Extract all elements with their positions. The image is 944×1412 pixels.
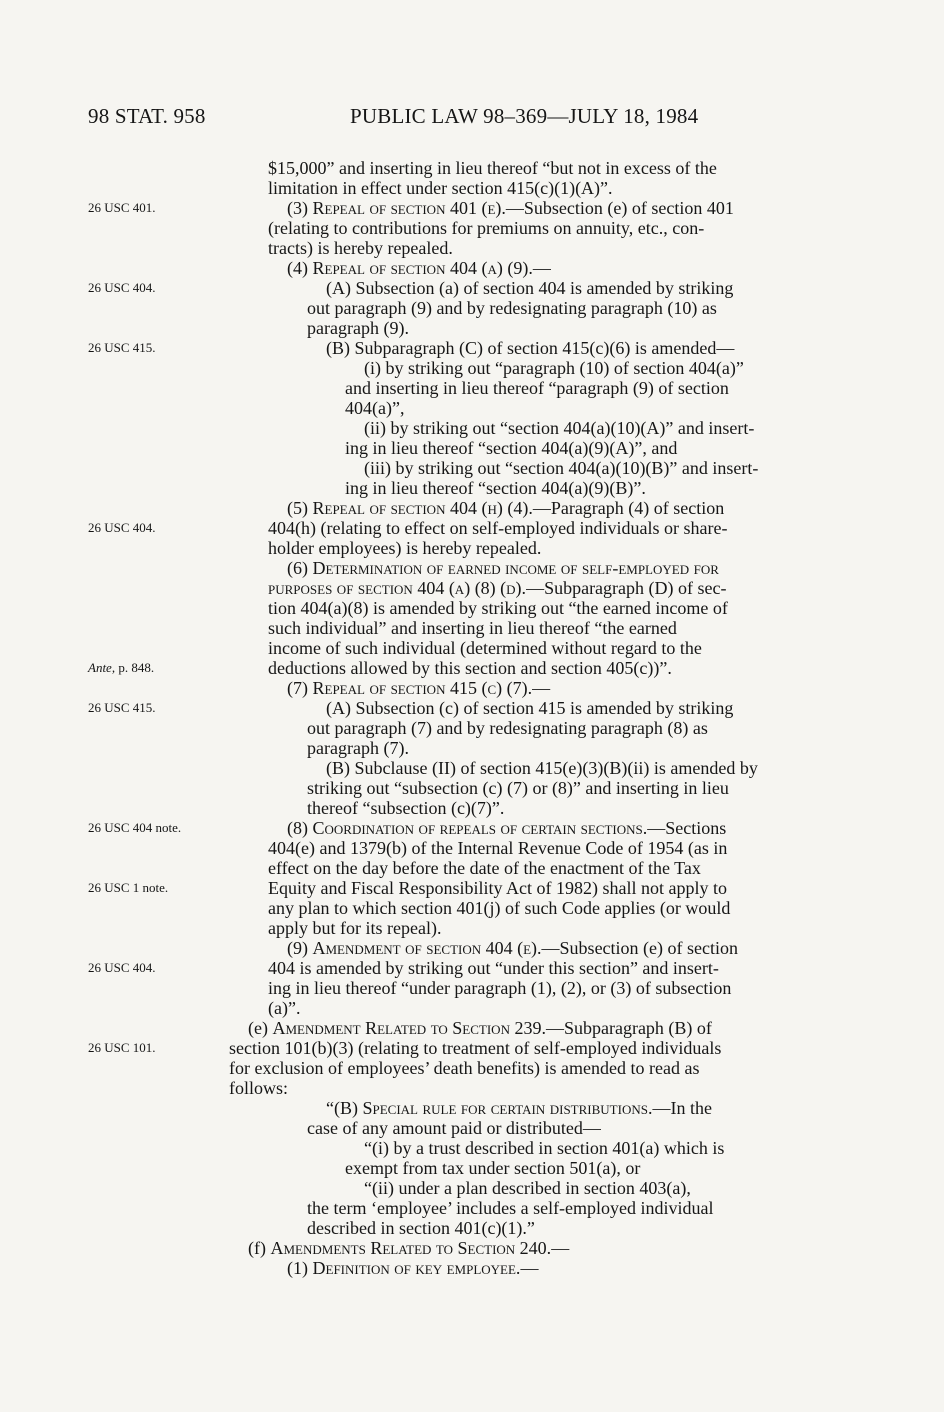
- section-heading: Definition of key employee.: [312, 1258, 521, 1278]
- section-heading: Repeal of section 401 (e).: [312, 198, 506, 218]
- section-heading: purposes of section 404 (a) (8) (d).: [268, 578, 527, 598]
- body-line: (4) Repeal of section 404 (a) (9).—: [287, 258, 551, 278]
- body-line: (A) Subsection (a) of section 404 is amended by striking: [326, 278, 734, 298]
- body-line: paragraph (9).: [307, 318, 409, 338]
- section-heading: Amendments Related to Section 240.: [270, 1238, 552, 1258]
- section-heading: Coordination of repeals of certain sections.: [312, 818, 648, 838]
- margin-note: 26 USC 415.: [88, 700, 156, 715]
- body-line: paragraph (7).: [307, 738, 409, 758]
- body-line: $15,000” and inserting in lieu thereof “but not in excess of the: [268, 158, 717, 178]
- section-heading: Amendment of section 404 (e).: [312, 938, 542, 958]
- body-line: any plan to which section 401(j) of such Code applies (or would: [268, 898, 731, 918]
- body-line: holder employees) is hereby repealed.: [268, 538, 542, 558]
- body-line: (A) Subsection (c) of section 415 is amended by striking: [326, 698, 734, 718]
- body-line: apply but for its repeal).: [268, 918, 442, 938]
- body-line: deductions allowed by this section and section 405(c))”.: [268, 658, 672, 678]
- section-heading: Repeal of section 404 (h) (4).: [312, 498, 533, 518]
- section-heading: Repeal of section 404 (a) (9).: [312, 258, 533, 278]
- margin-note: 26 USC 101.: [88, 1040, 156, 1055]
- body-line: for exclusion of employees’ death benefits) is amended to read as: [229, 1058, 700, 1078]
- running-title: PUBLIC LAW 98–369—JULY 18, 1984: [350, 104, 699, 128]
- body-line: (B) Subclause (II) of section 415(e)(3)(B)(ii) is amended by: [326, 758, 758, 778]
- body-line: (B) Subparagraph (C) of section 415(c)(6) is amended—: [326, 338, 735, 358]
- body-line: (i) by striking out “paragraph (10) of section 404(a)”: [364, 358, 744, 378]
- body-line: (3) Repeal of section 401 (e).—Subsection (e) of section 401: [287, 198, 734, 218]
- body-line: (f) Amendments Related to Section 240.—: [248, 1238, 570, 1258]
- body-line: 404(h) (relating to effect on self-employed individuals or share-: [268, 518, 728, 538]
- body-line: case of any amount paid or distributed—: [307, 1118, 601, 1138]
- body-line: (8) Coordination of repeals of certain sections.—Sections: [287, 818, 727, 838]
- body-line: section 101(b)(3) (relating to treatment of self-employed individuals: [229, 1038, 722, 1058]
- section-heading: Repeal of section 415 (c) (7).: [312, 678, 533, 698]
- section-heading: Determination of earned income of self-employed for: [312, 558, 719, 578]
- ante-label: Ante,: [88, 660, 116, 675]
- body-line: 404(a)”,: [345, 398, 405, 418]
- body-line: ing in lieu thereof “under paragraph (1), (2), or (3) of subsection: [268, 978, 732, 998]
- body-line: 404(e) and 1379(b) of the Internal Revenue Code of 1954 (as in: [268, 838, 728, 858]
- margin-note: 26 USC 401.: [88, 200, 156, 215]
- body-line: (1) Definition of key employee.—: [287, 1258, 539, 1278]
- body-line: effect on the day before the date of the enactment of the Tax: [268, 858, 701, 878]
- body-line: tracts) is hereby repealed.: [268, 238, 453, 258]
- margin-note-ante: [88, 658, 154, 678]
- section-heading: Amendment Related to Section 239.: [272, 1018, 546, 1038]
- margin-note: 26 USC 404 note.: [88, 820, 182, 835]
- body-line: such individual” and inserting in lieu thereof “the earned: [268, 618, 677, 638]
- section-heading: Special rule for certain distributions.: [362, 1098, 653, 1118]
- body-line: limitation in effect under section 415(c)(1)(A)”.: [268, 178, 613, 198]
- body-line: 404 is amended by striking out “under this section” and insert-: [268, 958, 719, 978]
- margin-note: 26 USC 404.: [88, 280, 156, 295]
- body-line: ing in lieu thereof “section 404(a)(9)(A)”, and: [345, 438, 678, 458]
- body-line: (iii) by striking out “section 404(a)(10)(B)” and insert-: [364, 458, 759, 478]
- body-line: (relating to contributions for premiums on annuity, etc., con-: [268, 218, 705, 238]
- body-line: (7) Repeal of section 415 (c) (7).—: [287, 678, 551, 698]
- margin-note: 26 USC 415.: [88, 340, 156, 355]
- body-line: exempt from tax under section 501(a), or: [345, 1158, 641, 1178]
- body-line: the term ‘employee’ includes a self-employed individual: [307, 1198, 714, 1218]
- body-line: purposes of section 404 (a) (8) (d).—Subparagraph (D) of sec-: [268, 578, 727, 598]
- body-line: (9) Amendment of section 404 (e).—Subsection (e) of section: [287, 938, 738, 958]
- body-line: (5) Repeal of section 404 (h) (4).—Paragraph (4) of section: [287, 498, 725, 518]
- page-number: 98 STAT. 958: [88, 104, 206, 128]
- body-line: “(i) by a trust described in section 401(a) which is: [364, 1138, 725, 1158]
- body-line: out paragraph (7) and by redesignating paragraph (8) as: [307, 718, 708, 738]
- body-line: (a)”.: [268, 998, 301, 1018]
- body-line: follows:: [229, 1078, 289, 1098]
- body-line: Equity and Fiscal Responsibility Act of 1982) shall not apply to: [268, 878, 727, 898]
- body-line: and inserting in lieu thereof “paragraph (9) of section: [345, 378, 729, 398]
- body-line: striking out “subsection (c) (7) or (8)” and inserting in lieu: [307, 778, 729, 798]
- ante-page: p. 848.: [115, 660, 155, 675]
- body-line: described in section 401(c)(1).”: [307, 1218, 535, 1238]
- body-line: out paragraph (9) and by redesignating paragraph (10) as: [307, 298, 717, 318]
- body-line: “(ii) under a plan described in section 403(a),: [364, 1178, 691, 1198]
- body-line: (e) Amendment Related to Section 239.—Subparagraph (B) of: [248, 1018, 712, 1038]
- body-line: income of such individual (determined without regard to the: [268, 638, 702, 658]
- body-line: (6) Determination of earned income of self-employed for: [287, 558, 719, 578]
- margin-note: 26 USC 404.: [88, 520, 156, 535]
- body-line: ing in lieu thereof “section 404(a)(9)(B)”.: [345, 478, 646, 498]
- margin-note: 26 USC 404.: [88, 960, 156, 975]
- body-line: “(B) Special rule for certain distributions.—In the: [326, 1098, 712, 1118]
- body-line: tion 404(a)(8) is amended by striking out “the earned income of: [268, 598, 728, 618]
- body-line: thereof “subsection (c)(7)”.: [307, 798, 505, 818]
- body-line: (ii) by striking out “section 404(a)(10)(A)” and insert-: [364, 418, 755, 438]
- margin-note: 26 USC 1 note.: [88, 880, 169, 895]
